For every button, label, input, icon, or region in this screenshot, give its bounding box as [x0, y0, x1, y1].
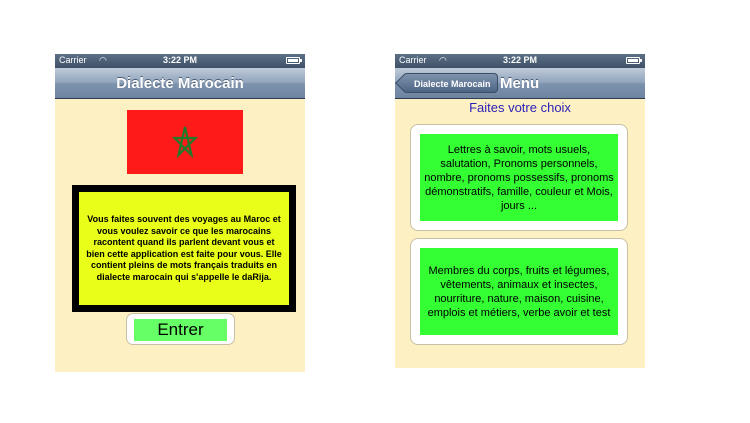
- nav-title: Dialecte Marocain: [116, 75, 244, 92]
- navigation-bar: [55, 68, 305, 99]
- menu-choice-1[interactable]: [410, 124, 628, 231]
- back-button-label: Dialecte Marocain: [414, 79, 491, 89]
- welcome-screen: [55, 54, 305, 372]
- choice-heading: Faites votre choix: [469, 100, 571, 115]
- status-bar: [395, 54, 645, 68]
- intro-text: Vous faites souvent des voyages au Maroc et vous voulez savoir ce que les marocains racontent quand ils parlent devant vous et bien cette application est faite pour vous. Elle contient pleins de mots français traduits en dialecte marocain qui s'appelle le daRija.: [86, 214, 282, 282]
- morocco-flag-image: [127, 110, 243, 174]
- menu-choice-label: Lettres à savoir, mots usuels, salutation, Pronoms personnels, nombre, pronoms possessifs, pronoms démonstratifs, famille, couleur et Mois, jours ...: [424, 143, 614, 212]
- enter-button-frame: [126, 313, 235, 345]
- status-bar: [55, 54, 305, 68]
- enter-button[interactable]: Entrer: [134, 319, 227, 341]
- navigation-bar: [395, 68, 645, 99]
- nav-title: Menu: [500, 75, 540, 92]
- menu-choice-2[interactable]: [410, 238, 628, 345]
- carrier-label: Carrier: [399, 55, 427, 65]
- wifi-icon: ◠: [99, 55, 107, 65]
- carrier-label: Carrier: [59, 55, 87, 65]
- status-time: 3:22 PM: [502, 55, 537, 65]
- back-button[interactable]: [403, 73, 498, 93]
- battery-icon: [286, 57, 300, 64]
- battery-icon: [626, 57, 640, 64]
- status-time: 3:22 PM: [162, 55, 197, 65]
- intro-panel: [72, 185, 296, 312]
- menu-screen: [395, 54, 645, 368]
- star-icon: [127, 110, 243, 174]
- menu-choice-label: Membres du corps, fruits et légumes, vêtements, animaux et insectes, nourriture, nature, maison, cuisine, emplois et métiers, verbe avoir et test: [427, 264, 611, 319]
- wifi-icon: ◠: [439, 55, 447, 65]
